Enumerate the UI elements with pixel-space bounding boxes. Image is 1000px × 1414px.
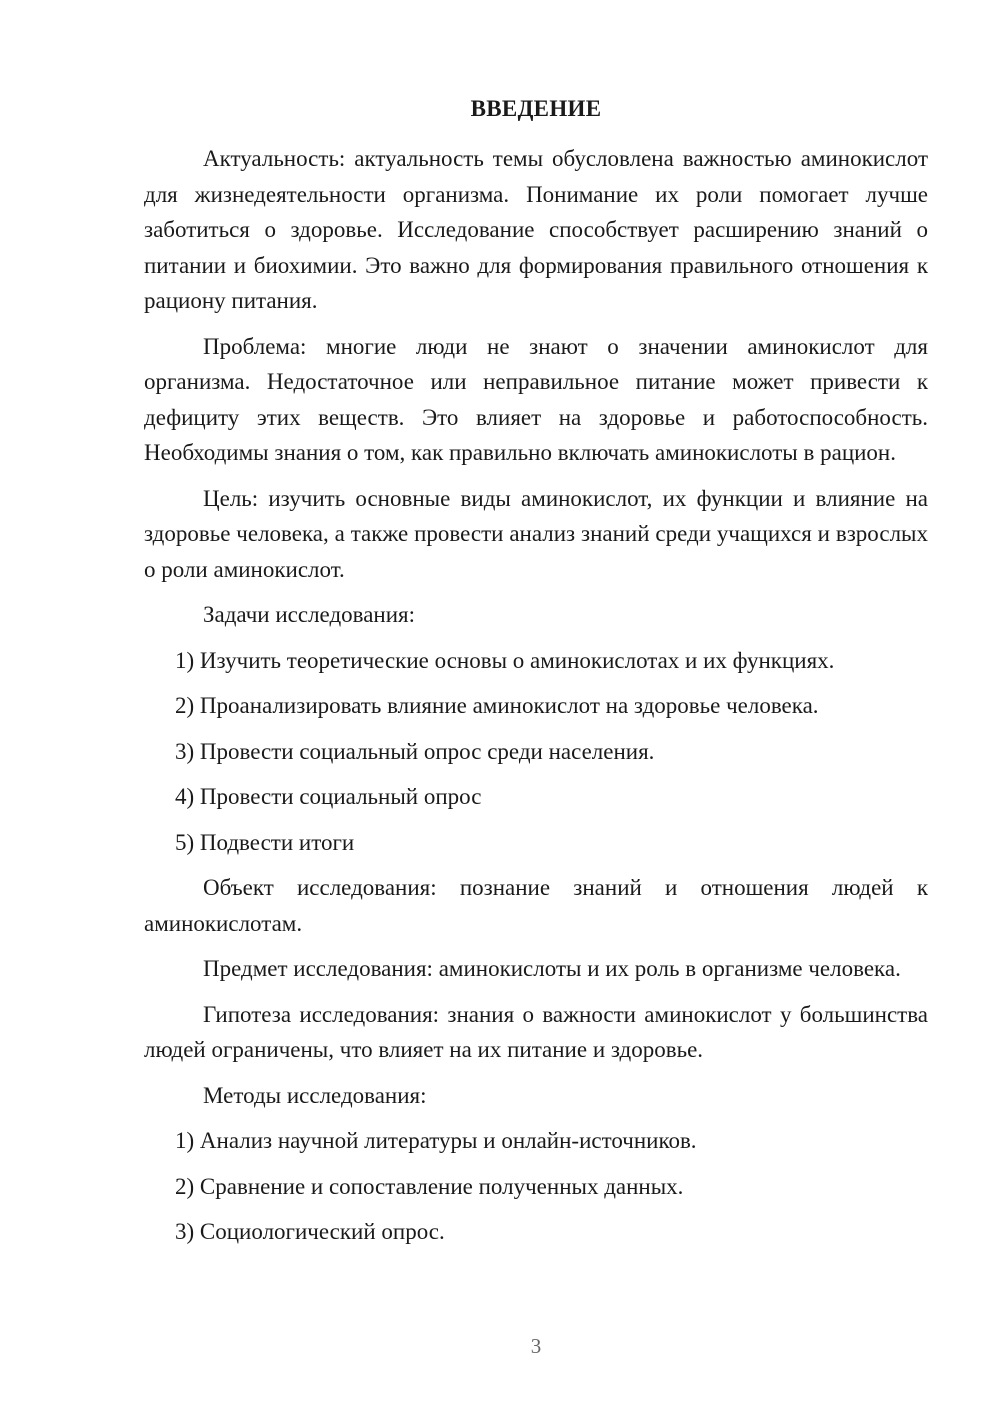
task-item: 1) Изучить теоретические основы о аминокислотах и их функциях.: [175, 647, 835, 673]
methods-heading: Методы исследования:: [203, 1082, 427, 1108]
problem-paragraph: Проблема: многие люди не знают о значении аминокислот для организма. Недостаточное или неправильное питание может привести к дефициту этих веществ. Это влияет на здоровье и работоспособность. Необходимы знания о том, как правильно включать аминокислоты в рацион.: [144, 333, 928, 465]
goal-paragraph: Цель: изучить основные виды аминокислот, их функции и влияние на здоровье человека, а также провести анализ знаний среди учащихся и взрослых о роли аминокислот.: [144, 485, 928, 582]
page-number: 3: [530, 1334, 542, 1358]
method-item: 2) Сравнение и сопоставление полученных данных.: [175, 1173, 684, 1199]
methods-list: [144, 1123, 928, 1250]
method-item: 3) Социологический опрос.: [175, 1219, 445, 1244]
method-item: 1) Анализ научной литературы и онлайн-источников.: [175, 1128, 697, 1153]
subject-paragraph: Предмет исследования: аминокислоты и их роль в организме человека.: [203, 956, 901, 981]
hypothesis-paragraph: Гипотеза исследования: знания о важности аминокислот у большинства людей ограничены, что влияет на их питание и здоровье.: [144, 1001, 928, 1062]
page-title: ВВЕДЕНИЕ: [470, 96, 602, 121]
tasks-heading: Задачи исследования:: [203, 602, 416, 627]
task-item: 4) Провести социальный опрос: [175, 784, 482, 809]
document-body: [144, 141, 928, 1260]
object-paragraph: Объект исследования: познание знаний и отношения людей к аминокислотам.: [144, 875, 928, 936]
task-item: 5) Подвести итоги: [175, 829, 355, 855]
task-item: 2) Проанализировать влияние аминокислот на здоровье человека.: [175, 693, 819, 718]
task-item: 3) Провести социальный опрос среди населения.: [175, 738, 655, 764]
tasks-list: [144, 643, 928, 861]
relevance-paragraph: Актуальность: актуальность темы обусловлена важностью аминокислот для жизнедеятельности организма. Понимание их роли помогает лучше заботиться о здоровье. Исследование способствует расширению знаний о питании и биохимии. Это важно для формирования правильного отношения к рациону питания.: [144, 146, 928, 313]
